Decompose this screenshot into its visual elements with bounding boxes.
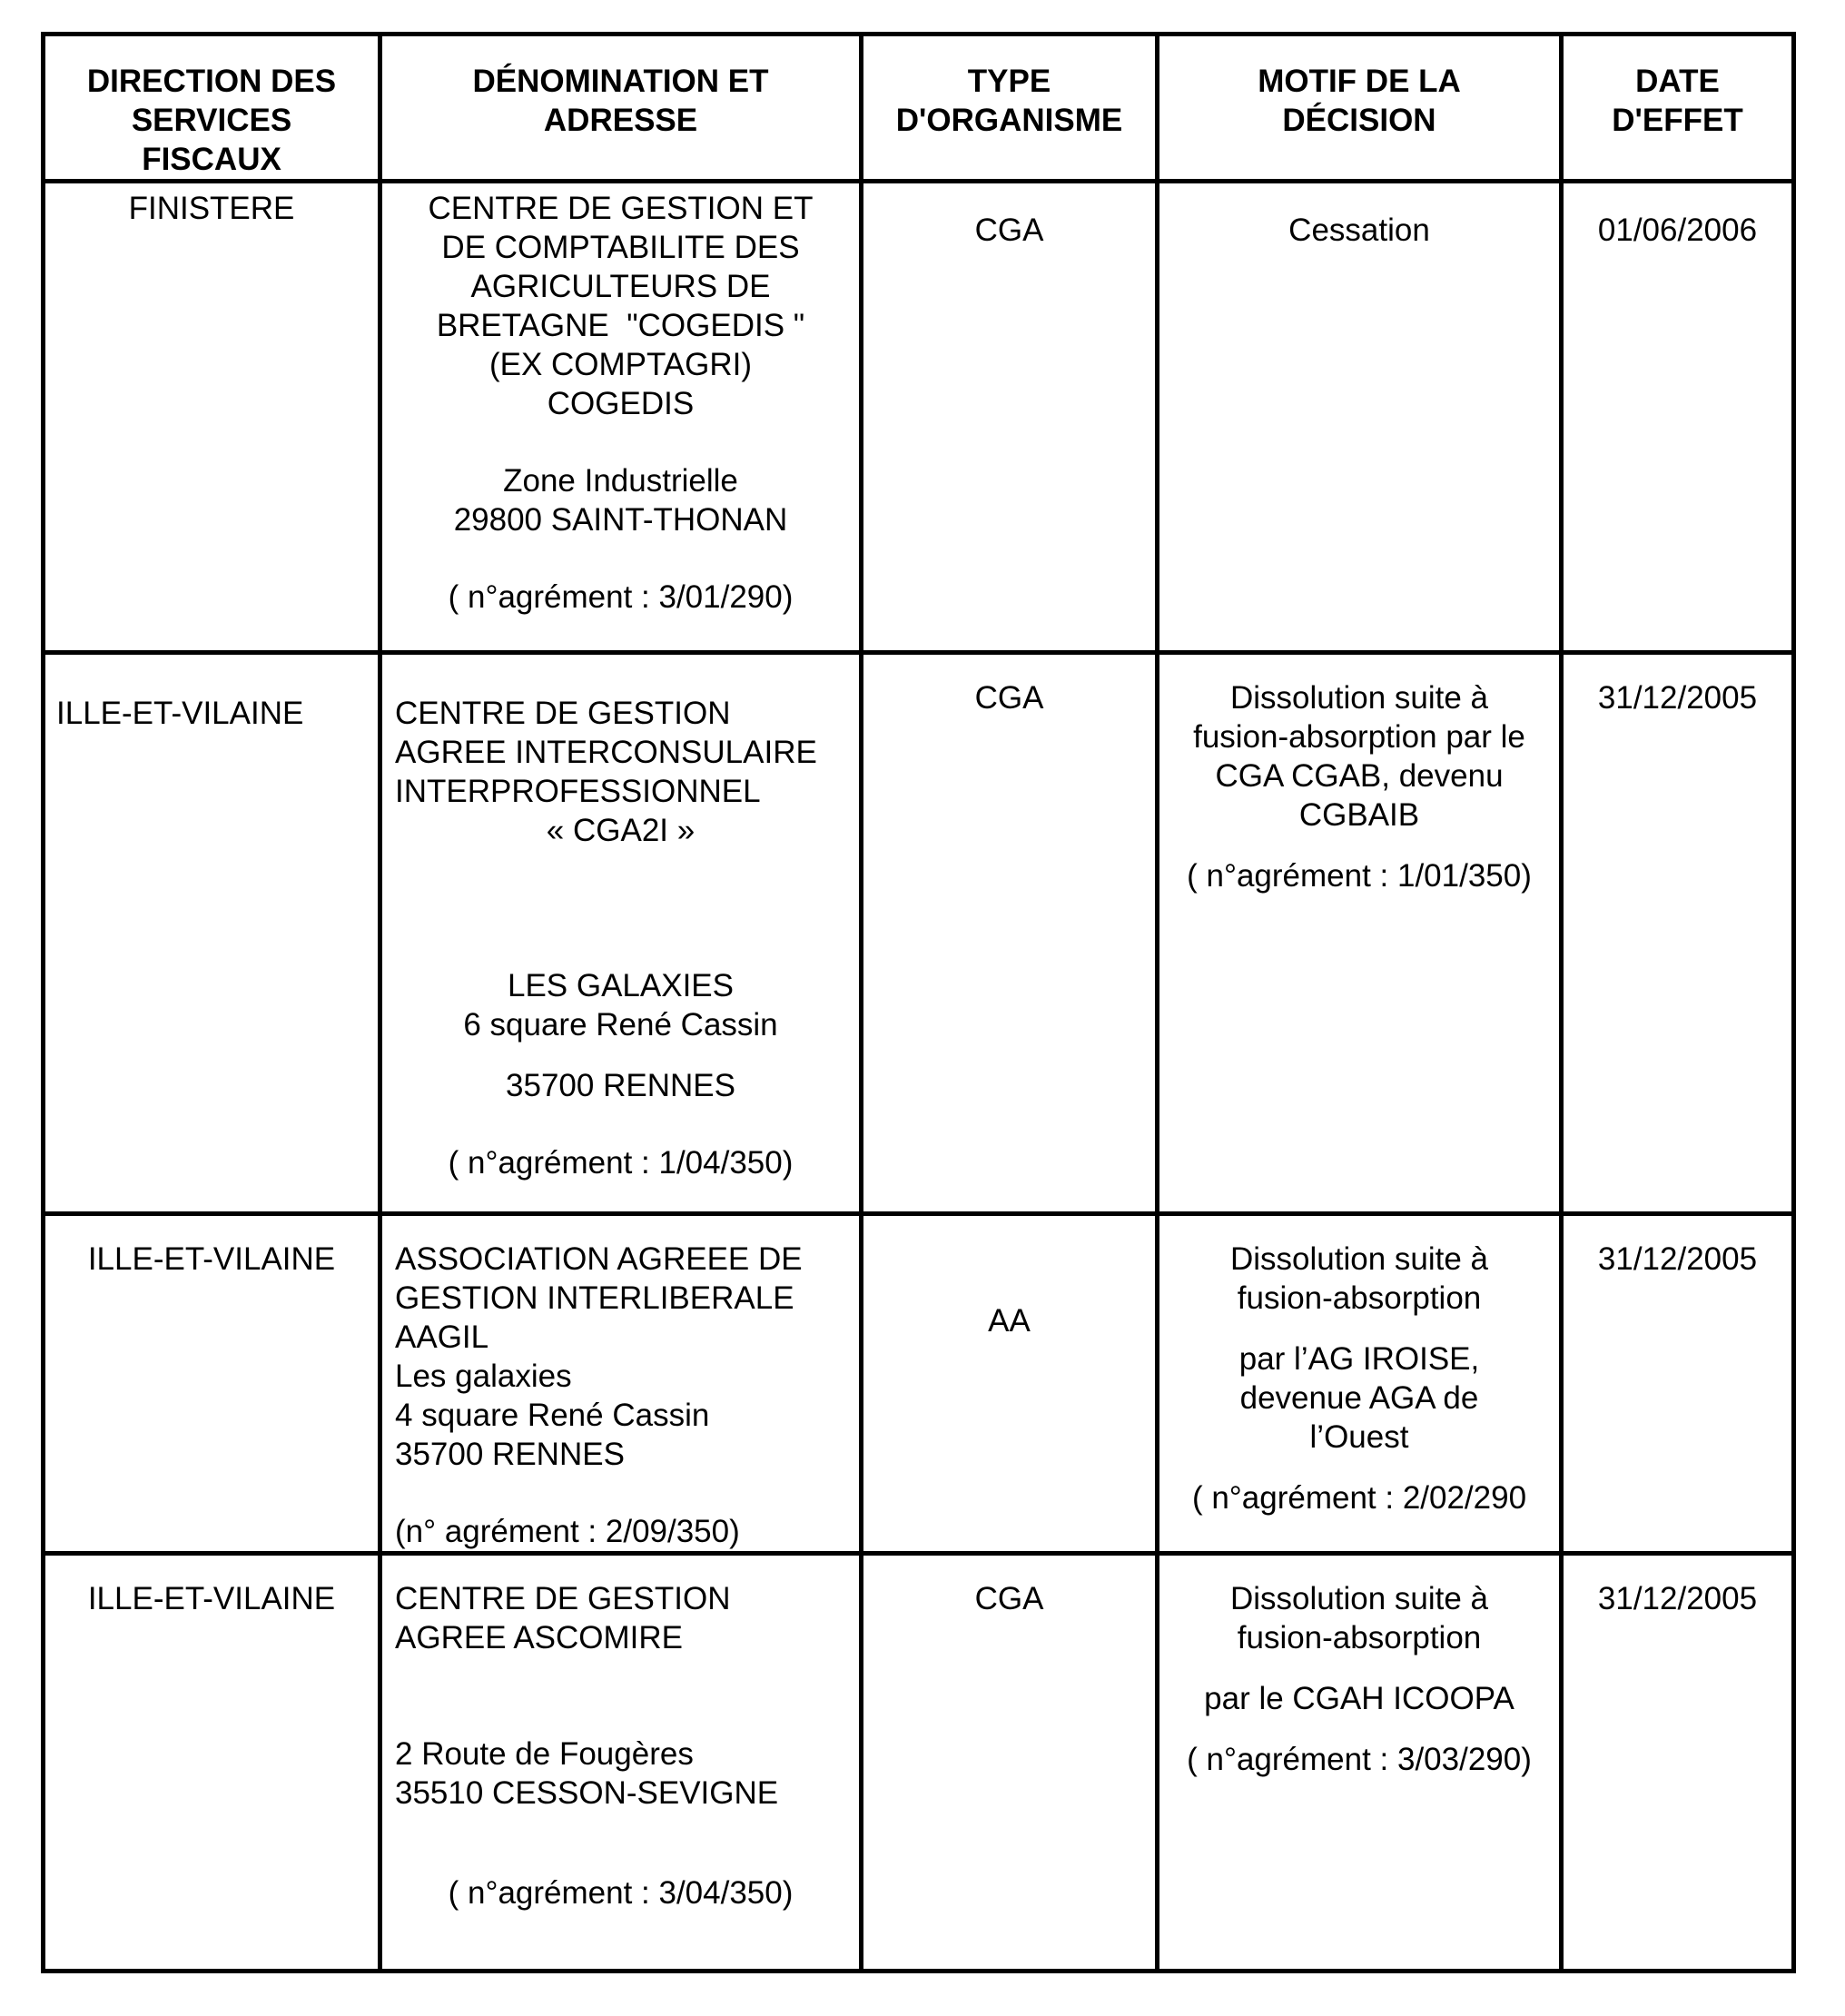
cell-type: CGA [862, 653, 1158, 1214]
agrement-number: ( n°agrément : 1/04/350) [448, 1145, 794, 1181]
agrement-number: ( n°agrément : 3/04/350) [448, 1875, 794, 1911]
header-denomination: DÉNOMINATION ET ADRESSE [380, 35, 862, 182]
cell-type: CGA [862, 1554, 1158, 1972]
organisms-table [41, 32, 1796, 1973]
motif-agrement-number: ( n°agrément : 1/01/350) [1187, 858, 1532, 894]
cell-motif: Dissolution suite à fusion-absorption par l’AG IROISE, devenue AGA de l’Ouest ( n°agrément : 2/02/290 [1158, 1214, 1562, 1554]
cell-motif: Dissolution suite à fusion-absorption par le CGA CGAB, devenu CGBAIB ( n°agrément : 1/01/350) [1158, 653, 1562, 1214]
cell-date: 31/12/2005 [1562, 653, 1794, 1214]
cell-motif: Cessation [1158, 182, 1562, 653]
header-motif: MOTIF DE LA DÉCISION [1158, 35, 1562, 182]
agrement-number: (n° agrément : 2/09/350) [395, 1514, 740, 1549]
header-type: TYPE D'ORGANISME [862, 35, 1158, 182]
cell-denomination: CENTRE DE GESTION ET DE COMPTABILITE DES AGRICULTEURS DE BRETAGNE "COGEDIS " (EX COMPTAGRI) COGEDIS Zone Industrielle 29800 SAINT-THONAN ( n°agrément : 3/01/290) [380, 182, 862, 653]
cell-type: CGA [862, 182, 1158, 653]
header-direction: DIRECTION DES SERVICES FISCAUX [44, 35, 380, 182]
motif-agrement-number: ( n°agrément : 3/03/290) [1187, 1742, 1532, 1777]
cell-direction: ILLE-ET-VILAINE [44, 1214, 380, 1554]
cell-type: AA [862, 1214, 1158, 1554]
cell-date: 31/12/2005 [1562, 1554, 1794, 1972]
table-row [44, 182, 1794, 653]
cell-denomination: ASSOCIATION AGREEE DE GESTION INTERLIBERALE AAGIL Les galaxies 4 square René Cassin 35700 RENNES (n° agrément : 2/09/350) [380, 1214, 862, 1554]
cell-date: 01/06/2006 [1562, 182, 1794, 653]
cell-denomination: CENTRE DE GESTION AGREE INTERCONSULAIRE INTERPROFESSIONNEL « CGA2I » LES GALAXIES 6 square René Cassin 35700 RENNES ( n°agrément : 1/04/350) [380, 653, 862, 1214]
agrement-number: ( n°agrément : 3/01/290) [448, 579, 794, 615]
motif-agrement-number: ( n°agrément : 2/02/290 [1191, 1480, 1527, 1516]
cell-motif: Dissolution suite à fusion-absorption par le CGAH ICOOPA ( n°agrément : 3/03/290) [1158, 1554, 1562, 1972]
cell-direction: ILLE-ET-VILAINE [44, 653, 380, 1214]
table-row [44, 1554, 1794, 1972]
cell-denomination: CENTRE DE GESTION AGREE ASCOMIRE 2 Route de Fougères 35510 CESSON-SEVIGNE ( n°agrément : 3/04/350) [380, 1554, 862, 1972]
cell-direction: ILLE-ET-VILAINE [44, 1554, 380, 1972]
table-row [44, 653, 1794, 1214]
cell-date: 31/12/2005 [1562, 1214, 1794, 1554]
header-row [44, 35, 1794, 182]
table-row [44, 1214, 1794, 1554]
header-date: DATE D'EFFET [1562, 35, 1794, 182]
decision-document [41, 32, 1791, 1973]
cell-direction: FINISTERE [44, 182, 380, 653]
